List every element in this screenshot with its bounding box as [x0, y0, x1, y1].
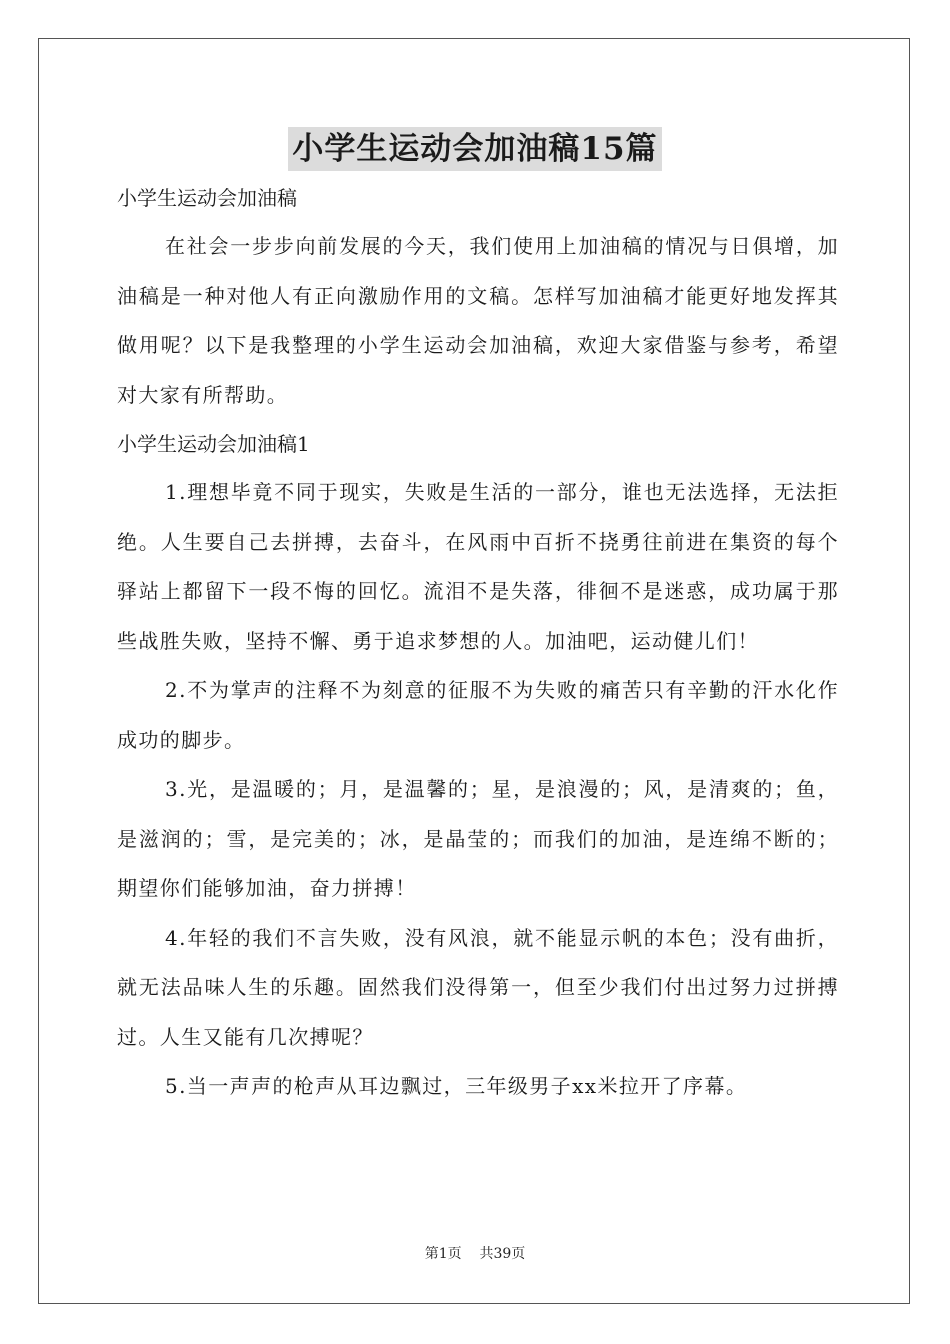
list-item: 5.当一声声的枪声从耳边飘过，三年级男子xx米拉开了序幕。 — [165, 1074, 748, 1098]
title-container — [0, 127, 950, 171]
list-item: 4.年轻的我们不言失败，没有风浪，就不能显示帆的本色；没有曲折，就无法品味人生的乐趣。固然我们没得第一，但至少我们付出过努力过拼搏过。人生又能有几次搏呢？ — [117, 925, 839, 1049]
list-item: 2.不为掌声的注释不为刻意的征服不为失败的痛苦只有辛勤的汗水化作成功的脚步。 — [117, 678, 839, 752]
list-item: 3.光，是温暖的；月，是温馨的；星，是浪漫的；风，是清爽的；鱼，是滋润的；雪，是完美的；冰，是晶莹的；而我们的加油，是连绵不断的；期望你们能够加油，奋力拼搏！ — [117, 777, 839, 900]
document-body — [117, 178, 839, 1112]
intro-paragraph: 在社会一步步向前发展的今天，我们使用上加油稿的情况与日俱增，加油稿是一种对他人有正向激励作用的文稿。怎样写加油稿才能更好地发挥其做用呢？以下是我整理的小学生运动会加油稿，欢迎大家借鉴与参考，希望对大家有所帮助。 — [117, 234, 839, 407]
intro-heading: 小学生运动会加油稿 — [117, 186, 297, 210]
section-heading: 小学生运动会加油稿1 — [117, 432, 310, 456]
page-total: 共39页 — [479, 1246, 526, 1262]
document-title: 小学生运动会加油稿15篇 — [288, 127, 661, 171]
page-number: 第1页 — [424, 1246, 462, 1262]
list-item: 1.理想毕竟不同于现实，失败是生活的一部分，谁也无法选择，无法拒绝。人生要自己去拼搏，去奋斗，在风雨中百折不挠勇往前进在集资的每个驿站上都留下一段不悔的回忆。流泪不是失落，徘徊不是迷惑，成功属于那些战胜失败，坚持不懈、勇于追求梦想的人。加油吧，运动健儿们！ — [117, 480, 839, 653]
page-footer — [0, 1244, 950, 1264]
